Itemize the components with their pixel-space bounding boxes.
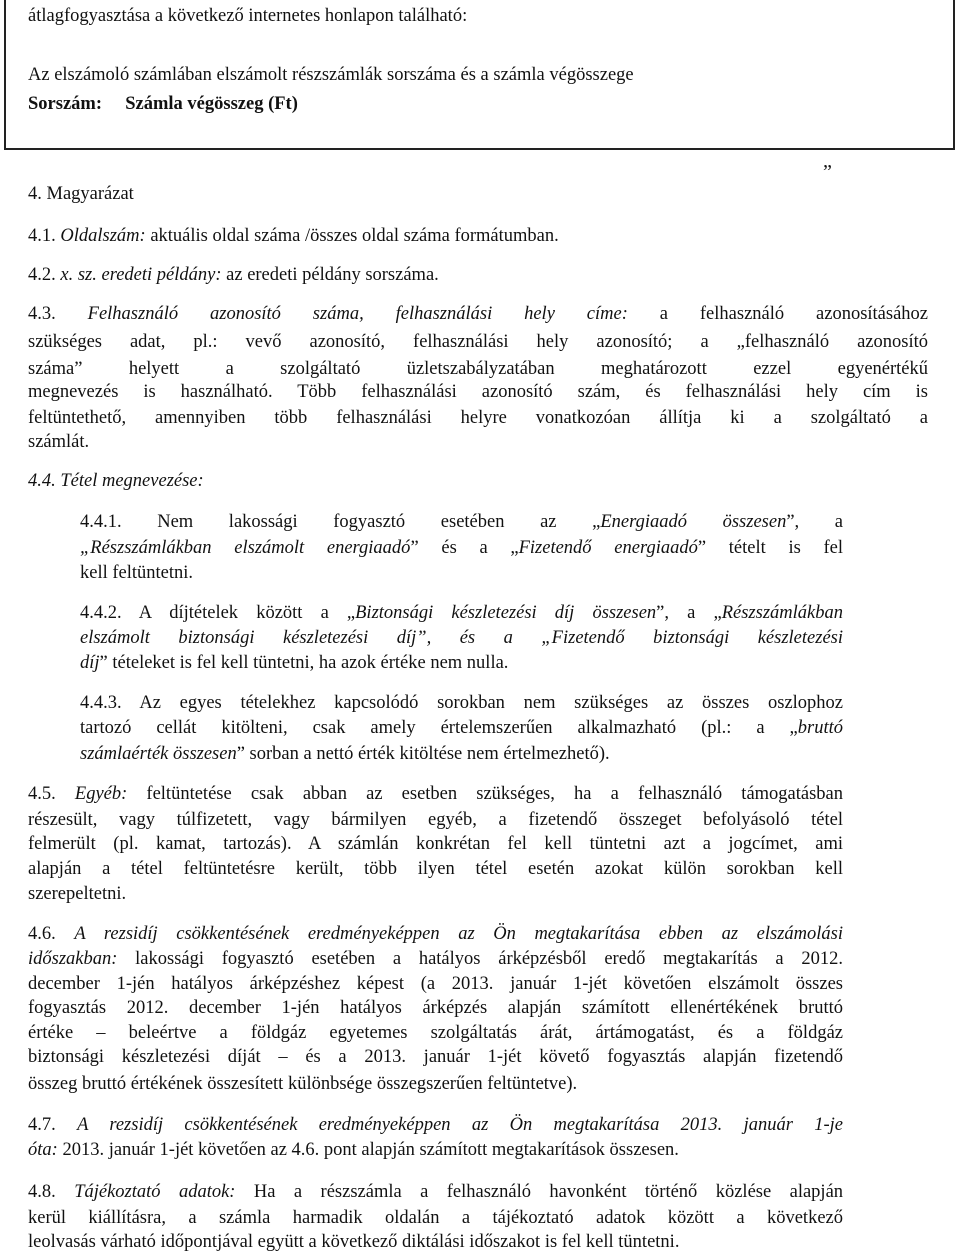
item-4-4-1-line-1: 4.4.1. Nem lakossági fogyasztó esetében az „Energiaadó összesen”, a (80, 512, 843, 532)
item-4-7-line-2: óta: 2013. január 1-jét követően az 4.6. pont alapján számított megtakarítások összesen. (28, 1140, 679, 1160)
section-heading: 4. Magyarázat (28, 184, 134, 204)
item-4-4-3-line-1: 4.4.3. Az egyes tételekhez kapcsolódó sorokban nem szükséges az összes oszlophoz (80, 693, 844, 713)
item-4-5-line-4: alapján a tétel feltüntetésre került, több ilyen tétel esetén azokat külön sorokban kell (28, 859, 843, 879)
item-4-3-line-6: számlát. (28, 432, 90, 452)
item-4-5-line-5: szerepeltetni. (28, 884, 127, 904)
item-4-6-line-7: összeg bruttó értékének összesített különbsége összegszerűen feltüntetve). (28, 1074, 578, 1094)
item-4-6-line-2: időszakban: lakossági fogyasztó esetében a hatályos árképzésből eredő megtakarítás a 2012. (28, 949, 843, 969)
item-4-4-3-line-2: tartozó cellát kitölteni, csak amely értelemszerűen alkalmazható (pl.: a „bruttó (80, 718, 843, 738)
item-4-4-2-line-1: 4.4.2. A díjtételek között a „Biztonsági készletezési díj összesen”, a „Részszámlákban (80, 603, 843, 623)
item-4-5-line-2: részesült, vagy túlfizetett, vagy bármilyen egyéb, a fizetendő összeget befolyásoló tétel (28, 810, 843, 830)
item-4-1: 4.1. Oldalszám: aktuális oldal száma /összes oldal száma formátumban. (28, 226, 559, 246)
item-4-5-line-1: 4.5. Egyéb: feltüntetése csak abban az esetben szükséges, ha a felhasználó támogatásban (28, 784, 844, 804)
sorszam-label: Sorszám: (28, 94, 102, 114)
closing-quote: ” (823, 161, 832, 183)
box-line-2: Az elszámoló számlában elszámolt részszámlák sorszáma és a számla végösszege (28, 65, 634, 85)
item-4-3-line-2: szükséges adat, pl.: vevő azonosító, felhasználási hely azonosító; a „felhasználó azonosító (28, 332, 928, 352)
vegosszeg-label: Számla végösszeg (Ft) (125, 94, 298, 114)
item-4-6-line-4: fogyasztás 2012. december 1-jén hatályos árképzés alapján számított ellenértékének bruttó (28, 998, 843, 1018)
item-4-6-line-1: 4.6. A rezsidíj csökkentésének eredményeképpen az Ön megtakarítása ebben az elszámolási (28, 924, 844, 944)
item-4-8-line-1: 4.8. Tájékoztató adatok: Ha a részszámla a felhasználó havonként történő közlése alapján (28, 1182, 844, 1202)
item-4-3-line-3: száma” helyett a szolgáltató üzletszabályzatában meghatározott ezzel egyenértékű (28, 359, 928, 379)
item-4-4-2-line-2: elszámolt biztonsági készletezési díj”, és a „Fizetendő biztonsági készletezési (80, 628, 843, 648)
item-4-4-2-line-3: díj” tételeket is fel kell tüntetni, ha azok értéke nem nulla. (80, 653, 509, 673)
previous-page-box (4, 0, 955, 150)
item-4-7-line-1: 4.7. A rezsidíj csökkentésének eredményeképpen az Ön megtakarítása 2013. január 1-je (28, 1115, 844, 1135)
item-4-4-1-line-2: „Részszámlákban elszámolt energiaadó” és a „Fizetendő energiaadó” tételt is fel (80, 538, 844, 558)
item-4-6-line-3: december 1-jén hatályos árképzéshez képest (a 2013. január 1-jét követően elszámolt összes (28, 974, 843, 994)
item-4-4-heading: 4.4. Tétel megnevezése: (28, 471, 204, 491)
item-4-4-3-line-3: számlaérték összesen” sorban a nettó érték kitöltése nem értelmezhető). (80, 744, 610, 764)
item-4-5-line-3: felmerült (pl. kamat, tartozás). A számlán konkrétan fel kell tüntetni azt a jogcímet, ami (28, 834, 843, 854)
item-4-8-line-2: kerül kiállításra, a számla harmadik oldalán a tájékoztató adatok között a következő (28, 1208, 843, 1228)
item-4-6-line-5: értéke – beleértve a földgáz egyetemes szolgáltatás árát, ártámogatást, és a földgáz (28, 1023, 843, 1043)
item-4-2: 4.2. x. sz. eredeti példány: az eredeti példány sorszáma. (28, 265, 439, 285)
item-4-3-line-5: feltüntethető, amennyiben több felhasználási helyre vonatkozóan állítja ki a szolgáltató a (28, 408, 928, 428)
item-4-6-line-6: biztonsági készletezési díját – és a 2013. január 1-jét követő fogyasztás alapján fizetendő (28, 1047, 843, 1067)
item-4-4-1-line-3: kell feltüntetni. (80, 563, 194, 583)
item-4-3-line-1: 4.3. Felhasználó azonosító száma, felhasználási hely címe: a felhasználó azonosításához (28, 304, 929, 324)
box-line-1: átlagfogyasztása a következő internetes honlapon található: (28, 6, 468, 26)
item-4-8-line-3: leolvasás várható időpontjával együtt a következő diktálási időszakot is fel kell tüntetni. (28, 1232, 680, 1252)
box-line-3 (28, 94, 298, 115)
item-4-3-line-4: megnevezés is használható. Több felhasználási azonosító szám, és felhasználási hely cím is (28, 382, 928, 402)
